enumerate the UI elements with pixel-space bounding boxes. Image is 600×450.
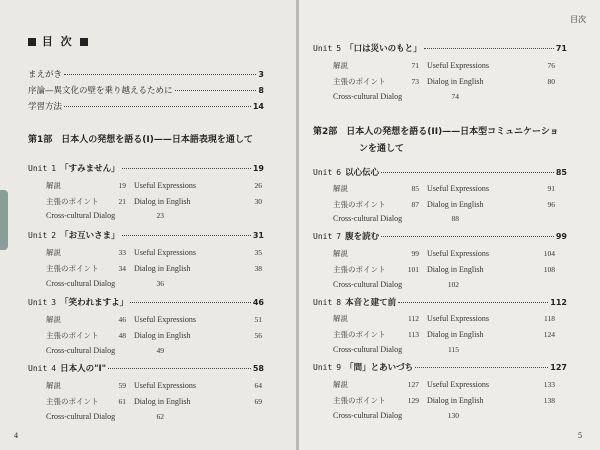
sub-page: 91 [547, 184, 555, 193]
sub-page: 138 [543, 396, 555, 405]
sub-row [46, 263, 262, 274]
sub-page: 88 [451, 214, 459, 223]
sub-page: 74 [451, 92, 459, 101]
part-1-heading: 第1部 日本人の発想を語る(I)——日本語表現を通して [28, 135, 253, 145]
sub-page: 104 [543, 249, 555, 258]
sub-label-en: Useful Expressions [427, 314, 489, 323]
unit-number: 1 [51, 164, 57, 173]
leader-dots [381, 172, 554, 173]
sub-page: 62 [156, 412, 164, 421]
sub-page: 33 [118, 248, 126, 257]
entry-title: 学習方法 [28, 102, 63, 112]
sub-page: 48 [118, 331, 126, 340]
sub-page: 64 [254, 381, 262, 390]
sub-label-en: Dialog in English [134, 331, 191, 340]
leader-dots [130, 302, 251, 303]
part-2-heading-cont: ンを通して [359, 144, 405, 154]
entry-page: 8 [258, 86, 264, 95]
sub-page: 96 [547, 200, 555, 209]
sub-label-en: Dialog in English [427, 330, 484, 339]
sub-row [333, 199, 555, 210]
leader-dots [122, 235, 251, 236]
entry-page: 14 [252, 102, 264, 111]
toc-entry-method[interactable] [28, 100, 264, 112]
toc-title-text: 目 次 [41, 35, 74, 48]
leader-dots [381, 236, 554, 237]
sub-page: 133 [543, 380, 555, 389]
entry-title: 序論—異文化の壁を乗り越えるために [28, 86, 173, 96]
unit-page: 112 [550, 298, 567, 307]
sub-label: 解説 [333, 249, 348, 258]
sub-page: 80 [547, 77, 555, 86]
page-number: 4 [14, 431, 18, 440]
sub-page: 56 [254, 331, 262, 340]
sub-row [333, 214, 459, 223]
sub-page: 30 [254, 197, 262, 206]
toc-entry-introduction[interactable] [28, 84, 264, 96]
sub-label: 主張のポイント [46, 397, 99, 406]
toc-unit-4[interactable] [28, 362, 264, 374]
sub-row [46, 396, 262, 407]
sub-label-en: Dialog in English [427, 396, 484, 405]
unit-page: 71 [555, 44, 567, 53]
sub-label-en: Cross-cultural Dialog [46, 211, 116, 220]
toc-unit-8[interactable] [313, 296, 567, 308]
sub-row [333, 183, 555, 194]
sub-label: 主張のポイント [333, 396, 386, 405]
unit-number: 4 [51, 364, 57, 373]
sub-label: 主張のポイント [333, 77, 386, 86]
unit-page: 58 [252, 364, 264, 373]
sub-page: 87 [411, 200, 419, 209]
sub-label-en: Dialog in English [134, 197, 191, 206]
sub-label: 主張のポイント [333, 265, 386, 274]
sub-page: 118 [544, 314, 555, 323]
sub-row [46, 211, 164, 220]
sub-label: 主張のポイント [46, 197, 99, 206]
toc-unit-9[interactable] [313, 361, 567, 373]
sub-label-en: Useful Expressions [134, 248, 196, 257]
page-number: 5 [578, 431, 582, 440]
unit-label: Unit [313, 168, 333, 177]
sub-page: 85 [411, 184, 419, 193]
sub-label-en: Dialog in English [427, 200, 484, 209]
sub-label: 解説 [333, 314, 348, 323]
sub-page: 21 [118, 197, 126, 206]
unit-number: 7 [336, 232, 342, 241]
sub-label: 解説 [46, 315, 61, 324]
sub-page: 23 [156, 211, 164, 220]
unit-title: 「笑われますよ」 [60, 298, 129, 308]
sub-page: 113 [408, 330, 419, 339]
sub-label-en: Useful Expressions [134, 181, 196, 190]
unit-page: 46 [252, 298, 264, 307]
sub-label-en: Dialog in English [134, 264, 191, 273]
sub-page: 59 [118, 381, 126, 390]
sub-label-en: Cross-cultural Dialog [46, 279, 116, 288]
sub-label-en: Useful Expressions [134, 315, 196, 324]
unit-label: Unit [28, 364, 48, 373]
sub-row [46, 380, 262, 391]
toc-unit-6[interactable] [313, 166, 567, 178]
sub-page: 108 [543, 265, 555, 274]
sub-row [333, 379, 555, 390]
sub-row [46, 247, 262, 258]
sub-label-en: Cross-cultural Dialog [333, 345, 403, 354]
leader-dots [64, 106, 251, 107]
sub-label-en: Cross-cultural Dialog [333, 214, 403, 223]
sub-row [46, 279, 164, 288]
square-bullet-icon [28, 38, 36, 46]
sub-label-en: Cross-cultural Dialog [333, 92, 403, 101]
sub-label: 主張のポイント [333, 200, 386, 209]
sub-page: 112 [408, 314, 419, 323]
unit-page: 31 [252, 231, 264, 240]
sub-label-en: Useful Expressions [427, 184, 489, 193]
unit-title: 「間」とあいづち [345, 363, 414, 373]
right-page [299, 0, 600, 450]
sub-label-en: Useful Expressions [134, 381, 196, 390]
sub-label-en: Cross-cultural Dialog [46, 412, 116, 421]
sub-row [333, 395, 555, 406]
sub-label: 解説 [333, 380, 348, 389]
unit-label: Unit [28, 164, 48, 173]
sub-row [333, 329, 555, 340]
sub-page: 36 [156, 279, 164, 288]
leader-dots [122, 168, 251, 169]
sub-page: 101 [407, 265, 419, 274]
sub-row [333, 264, 555, 275]
unit-title: 以心伝心 [345, 168, 380, 178]
leader-dots [398, 302, 548, 303]
sub-label-en: Dialog in English [427, 77, 484, 86]
leader-dots [108, 368, 251, 369]
entry-page: 3 [258, 70, 264, 79]
toc-unit-1[interactable] [28, 162, 264, 174]
sub-label: 解説 [46, 181, 61, 190]
running-header: 目次 [570, 15, 586, 24]
sub-row [333, 60, 555, 71]
leader-dots [424, 48, 554, 49]
sub-page: 35 [254, 248, 262, 257]
part-2-heading: 第2部 日本人の発想を語る(II)——日本型コミュニケーショ [313, 127, 559, 137]
unit-label: Unit [313, 44, 333, 53]
sub-row [46, 180, 262, 191]
entry-title: まえがき [28, 70, 63, 80]
unit-label: Unit [313, 363, 333, 372]
unit-title: 「すみません」 [60, 164, 120, 174]
toc-unit-3[interactable] [28, 296, 264, 308]
sub-page: 19 [118, 181, 126, 190]
sub-row [46, 346, 164, 355]
sub-label-en: Cross-cultural Dialog [333, 411, 403, 420]
toc-title [28, 33, 88, 49]
sub-page: 129 [407, 396, 419, 405]
unit-number: 5 [336, 44, 342, 53]
sub-row [46, 412, 164, 421]
sub-page: 76 [547, 61, 555, 70]
sub-page: 49 [156, 346, 164, 355]
unit-title: 「お互いさま」 [60, 231, 120, 241]
unit-label: Unit [28, 231, 48, 240]
sub-label-en: Dialog in English [427, 265, 484, 274]
sub-row [333, 76, 555, 87]
toc-entry-preface[interactable] [28, 68, 264, 80]
sub-row [46, 314, 262, 325]
sub-label-en: Cross-cultural Dialog [46, 346, 116, 355]
sub-label: 解説 [46, 248, 61, 257]
unit-label: Unit [28, 298, 48, 307]
unit-title: 本音と建て前 [345, 298, 397, 308]
sub-label: 解説 [333, 61, 348, 70]
unit-title: 「口は災いのもと」 [345, 44, 422, 54]
sub-label-en: Dialog in English [134, 397, 191, 406]
sub-page: 115 [448, 345, 459, 354]
sub-label-en: Cross-cultural Dialog [333, 280, 403, 289]
sub-page: 69 [254, 397, 262, 406]
unit-page: 127 [550, 363, 567, 372]
toc-unit-5[interactable] [313, 42, 567, 54]
sub-label: 解説 [333, 184, 348, 193]
unit-number: 9 [336, 363, 342, 372]
sub-page: 34 [118, 264, 126, 273]
sub-page: 73 [411, 77, 419, 86]
sub-page: 130 [447, 411, 459, 420]
sub-page: 127 [407, 380, 419, 389]
sub-page: 99 [411, 249, 419, 258]
unit-label: Unit [313, 298, 333, 307]
sub-label-en: Useful Expressions [427, 61, 489, 70]
sub-page: 46 [118, 315, 126, 324]
sub-label: 主張のポイント [333, 330, 386, 339]
sub-page: 26 [254, 181, 262, 190]
sub-row [333, 92, 459, 101]
binder-clip [0, 190, 8, 250]
sub-row [333, 411, 459, 420]
sub-row [333, 248, 555, 259]
sub-label: 解説 [46, 381, 61, 390]
sub-label-en: Useful Expressions [427, 380, 489, 389]
unit-page: 85 [555, 168, 567, 177]
unit-title: 腹を読む [345, 232, 380, 242]
unit-title: 日本人の"I" [60, 364, 107, 374]
toc-unit-7[interactable] [313, 230, 567, 242]
sub-label: 主張のポイント [46, 331, 99, 340]
sub-page: 61 [118, 397, 126, 406]
leader-dots [64, 74, 256, 75]
sub-page: 71 [411, 61, 419, 70]
unit-number: 3 [51, 298, 57, 307]
sub-row [333, 280, 459, 289]
sub-page: 38 [254, 264, 262, 273]
leader-dots [175, 90, 257, 91]
unit-number: 6 [336, 168, 342, 177]
sub-row [46, 330, 262, 341]
toc-unit-2[interactable] [28, 229, 264, 241]
sub-page: 124 [543, 330, 555, 339]
unit-page: 19 [252, 164, 264, 173]
unit-number: 2 [51, 231, 57, 240]
unit-page: 99 [555, 232, 567, 241]
sub-label: 主張のポイント [46, 264, 99, 273]
sub-label-en: Useful Expressions [427, 249, 489, 258]
square-bullet-icon [80, 38, 88, 46]
unit-number: 8 [336, 298, 342, 307]
sub-row [333, 313, 555, 324]
sub-row [46, 196, 262, 207]
sub-page: 102 [447, 280, 459, 289]
unit-label: Unit [313, 232, 333, 241]
sub-row [333, 345, 459, 354]
leader-dots [415, 367, 548, 368]
sub-page: 51 [254, 315, 262, 324]
left-page [0, 0, 296, 450]
